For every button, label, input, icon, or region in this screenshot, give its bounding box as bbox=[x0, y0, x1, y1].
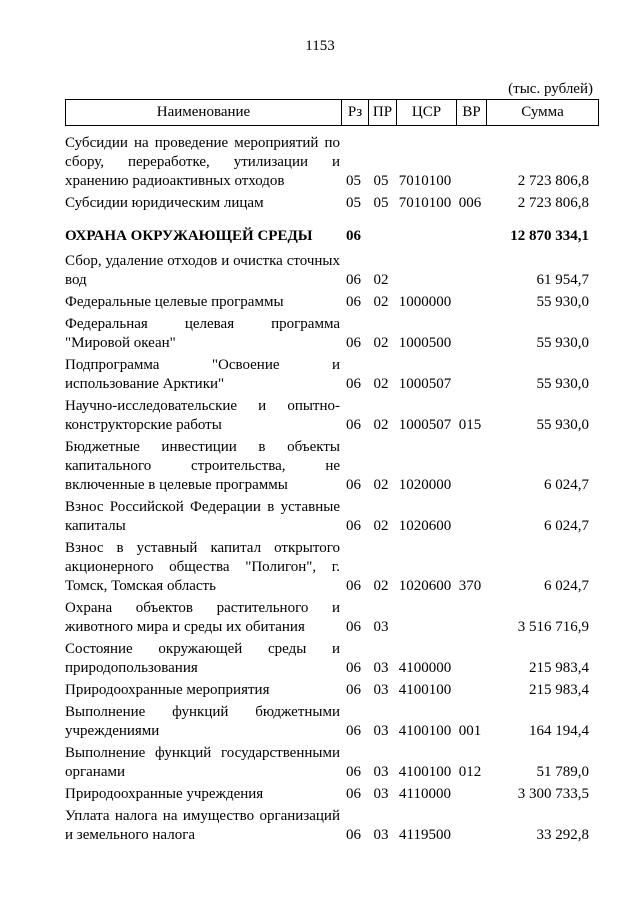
row-rz-code: 06 bbox=[346, 764, 361, 780]
row-vr-code bbox=[455, 293, 485, 312]
row-csr-code: 1020600 bbox=[398, 518, 452, 534]
row-sum: 61 954,7 bbox=[536, 272, 589, 288]
row-csr-code: 4100000 bbox=[398, 660, 452, 676]
row-rz-code: 06 bbox=[346, 376, 361, 392]
column-header-sum: Сумма bbox=[486, 100, 598, 125]
row-vr-code: 001 bbox=[458, 723, 482, 739]
row-csr-code: 4100100 bbox=[398, 682, 452, 698]
table-row bbox=[65, 252, 597, 290]
row-sum: 2 723 806,8 bbox=[517, 195, 589, 211]
units-note: (тыс. рублей) bbox=[508, 81, 593, 97]
row-rz-code: 06 bbox=[346, 660, 361, 676]
row-sum: 55 930,0 bbox=[536, 376, 589, 392]
row-vr-code bbox=[455, 640, 485, 678]
column-header-pr: ПР bbox=[368, 100, 396, 125]
row-name: ОХРАНА ОКРУЖАЮЩЕЙ СРЕДЫ bbox=[65, 228, 313, 244]
row-vr-code: 012 bbox=[458, 764, 482, 780]
row-pr-code: 05 bbox=[373, 195, 389, 211]
row-sum: 164 194,4 bbox=[529, 723, 589, 739]
row-sum: 3 300 733,5 bbox=[517, 786, 589, 802]
row-name: Субсидии на проведение мероприятий по сбору, переработке, утилизации и хранению радиоактивных отходов bbox=[65, 135, 340, 189]
row-pr-code: 03 bbox=[373, 786, 389, 802]
row-csr-code: 4100100 bbox=[398, 723, 452, 739]
row-vr-code bbox=[455, 315, 485, 353]
row-vr-code: 370 bbox=[458, 578, 482, 594]
row-pr-code: 02 bbox=[373, 335, 389, 351]
row-vr-code: 015 bbox=[458, 417, 482, 433]
row-sum: 6 024,7 bbox=[544, 518, 589, 534]
row-pr-code: 02 bbox=[373, 518, 389, 534]
page-number: 1153 bbox=[305, 38, 335, 54]
row-sum: 55 930,0 bbox=[536, 417, 589, 433]
row-csr-code: 1020600 bbox=[398, 578, 452, 594]
row-csr-code bbox=[395, 599, 455, 637]
row-pr-code: 02 bbox=[373, 272, 389, 288]
row-rz-code: 06 bbox=[346, 578, 361, 594]
row-csr-code: 1000507 bbox=[398, 376, 452, 392]
row-vr-code bbox=[455, 438, 485, 495]
row-pr-code: 03 bbox=[373, 723, 389, 739]
row-name: Федеральная целевая программа "Мировой океан" bbox=[65, 316, 340, 351]
row-csr-code: 1000500 bbox=[398, 335, 452, 351]
row-name: Субсидии юридическим лицам bbox=[65, 195, 264, 211]
row-rz-code: 05 bbox=[346, 173, 361, 189]
column-header-name: Наименование bbox=[156, 104, 251, 120]
row-pr-code: 03 bbox=[373, 682, 389, 698]
row-rz-code: 06 bbox=[346, 294, 361, 310]
row-rz-code: 06 bbox=[346, 518, 361, 534]
table-row bbox=[65, 785, 597, 804]
row-sum: 51 789,0 bbox=[536, 764, 589, 780]
row-vr-code: 006 bbox=[458, 195, 482, 211]
row-csr-code: 4110000 bbox=[399, 786, 451, 802]
row-name: Охрана объектов растительного и животного мира и среды их обитания bbox=[65, 600, 340, 635]
row-vr-code bbox=[455, 681, 485, 700]
row-csr-code: 7010100 bbox=[398, 195, 452, 211]
table-row bbox=[65, 681, 597, 700]
row-sum: 55 930,0 bbox=[536, 294, 589, 310]
table-row bbox=[65, 356, 597, 394]
row-name: Природоохранные учреждения bbox=[65, 786, 264, 802]
row-sum: 6 024,7 bbox=[544, 477, 589, 493]
row-csr-code bbox=[395, 252, 455, 290]
row-pr-code: 02 bbox=[373, 376, 389, 392]
row-name: Федеральные целевые программы bbox=[65, 294, 284, 310]
row-csr-code: 1000507 bbox=[398, 417, 452, 433]
column-header-rz: Рз bbox=[341, 100, 368, 125]
row-vr-code bbox=[455, 252, 485, 290]
row-name: Взнос Российской Федерации в уставные капиталы bbox=[65, 499, 340, 534]
row-csr-code: 7010100 bbox=[398, 173, 452, 189]
row-csr-code: 4100100 bbox=[398, 764, 452, 780]
row-rz-code: 06 bbox=[346, 477, 361, 493]
row-name: Выполнение функций государственными органами bbox=[65, 745, 340, 780]
row-rz-code: 06 bbox=[346, 272, 361, 288]
row-pr-code: 02 bbox=[373, 294, 389, 310]
row-vr-code bbox=[455, 807, 485, 845]
row-pr-code: 03 bbox=[373, 619, 389, 635]
row-rz-code: 06 bbox=[346, 619, 361, 635]
row-vr-code bbox=[455, 498, 485, 536]
table-body bbox=[65, 134, 597, 845]
table-row bbox=[65, 438, 597, 495]
table-row bbox=[65, 498, 597, 536]
row-sum: 215 983,4 bbox=[529, 660, 589, 676]
row-pr-code: 03 bbox=[373, 827, 389, 843]
row-sum: 215 983,4 bbox=[529, 682, 589, 698]
content-area bbox=[65, 82, 597, 845]
table-row bbox=[65, 397, 597, 435]
table-row bbox=[65, 703, 597, 741]
row-rz-code: 06 bbox=[346, 827, 361, 843]
row-rz-code: 06 bbox=[346, 417, 361, 433]
row-pr-code bbox=[367, 227, 395, 246]
row-vr-code bbox=[455, 227, 485, 246]
table-row bbox=[65, 293, 597, 312]
row-sum: 3 516 716,9 bbox=[517, 619, 589, 635]
table-row bbox=[65, 227, 597, 246]
row-name: Сбор, удаление отходов и очистка сточных вод bbox=[65, 253, 340, 288]
row-rz-code: 06 bbox=[346, 723, 361, 739]
row-name: Уплата налога на имущество организаций и земельного налога bbox=[65, 808, 340, 843]
table-row bbox=[65, 599, 597, 637]
row-rz-code: 05 bbox=[346, 195, 361, 211]
column-header-vr: ВР bbox=[456, 100, 486, 125]
table-row bbox=[65, 194, 597, 213]
row-pr-code: 02 bbox=[373, 477, 389, 493]
row-sum: 6 024,7 bbox=[544, 578, 589, 594]
row-pr-code: 03 bbox=[373, 660, 389, 676]
table-row bbox=[65, 640, 597, 678]
row-pr-code: 02 bbox=[373, 417, 389, 433]
row-pr-code: 05 bbox=[373, 173, 389, 189]
row-name: Подпрограмма "Освоение и использование Арктики" bbox=[65, 357, 340, 392]
table-row bbox=[65, 539, 597, 596]
table-row bbox=[65, 744, 597, 782]
table-row bbox=[65, 315, 597, 353]
row-csr-code: 4119500 bbox=[399, 827, 451, 843]
row-rz-code: 06 bbox=[346, 786, 361, 802]
row-rz-code: 06 bbox=[346, 228, 361, 244]
row-csr-code: 1020000 bbox=[398, 477, 452, 493]
row-vr-code bbox=[455, 599, 485, 637]
row-csr-code: 1000000 bbox=[398, 294, 452, 310]
row-vr-code bbox=[455, 785, 485, 804]
row-vr-code bbox=[455, 356, 485, 394]
table-row bbox=[65, 807, 597, 845]
row-pr-code: 02 bbox=[373, 578, 389, 594]
row-rz-code: 06 bbox=[346, 682, 361, 698]
row-name: Научно-исследовательские и опытно-конструкторские работы bbox=[65, 398, 340, 433]
row-sum: 2 723 806,8 bbox=[517, 173, 589, 189]
row-name: Состояние окружающей среды и природопользования bbox=[65, 641, 340, 676]
row-sum: 12 870 334,1 bbox=[510, 228, 589, 244]
row-rz-code: 06 bbox=[346, 335, 361, 351]
row-csr-code bbox=[395, 227, 455, 246]
row-sum: 55 930,0 bbox=[536, 335, 589, 351]
row-name: Бюджетные инвестиции в объекты капитального строительства, не включенные в целевые программы bbox=[65, 439, 340, 493]
row-vr-code bbox=[455, 134, 485, 191]
row-name: Выполнение функций бюджетными учреждениями bbox=[65, 704, 340, 739]
row-pr-code: 03 bbox=[373, 764, 389, 780]
table-header-row bbox=[65, 99, 599, 126]
column-header-csr: ЦСР bbox=[396, 100, 456, 125]
row-sum: 33 292,8 bbox=[536, 827, 589, 843]
row-name: Природоохранные мероприятия bbox=[65, 682, 270, 698]
row-name: Взнос в уставный капитал открытого акционерного общества "Полигон", г. Томск, Томская область bbox=[65, 540, 340, 594]
table-row bbox=[65, 134, 597, 191]
